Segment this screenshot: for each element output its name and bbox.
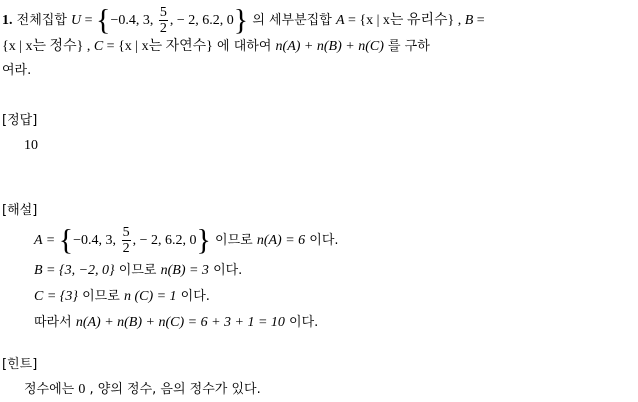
math-expr: = {x | x는 유리수} ,: [344, 13, 465, 28]
solution-line-a: [34, 225, 339, 255]
hint-text: [24, 381, 261, 399]
answer-value: 10: [24, 138, 38, 153]
math-var: A: [335, 13, 345, 28]
solution-text: 이므로: [114, 263, 161, 278]
math-expr: C = {3}: [34, 289, 78, 304]
math-var: C: [93, 39, 104, 54]
solution-text: 이다.: [305, 233, 339, 248]
math-expr: A =: [34, 233, 59, 248]
left-brace: {: [96, 3, 111, 37]
set-items: , − 2, 6.2, 0: [169, 13, 234, 28]
fraction: [159, 5, 168, 36]
math-expr: n (C) = 1: [123, 289, 177, 304]
problem-line-2: [2, 38, 430, 56]
problem-text: 의 세부분집합: [252, 13, 332, 28]
problem-number: 1.: [2, 13, 13, 28]
problem-line-3: 여라.: [2, 63, 32, 78]
fraction: [122, 225, 131, 256]
solution-line-c: [34, 288, 210, 306]
right-brace: }: [233, 3, 249, 37]
set-items: , − 2, 6.2, 0: [132, 233, 197, 248]
math-var: B: [464, 13, 474, 28]
solution-text: 따라서: [34, 315, 76, 330]
solution-heading: [해설]: [2, 203, 38, 218]
frac-num: 5: [159, 5, 167, 20]
solution-text: 이다.: [208, 263, 243, 278]
math-expr: n(A) + n(B) + n(C): [275, 39, 384, 54]
math-expr: n(B) = 3: [160, 263, 209, 278]
frac-num: 5: [122, 225, 130, 240]
frac-den: 2: [122, 241, 130, 256]
math-expr: = {x | x는 자연수}: [103, 39, 213, 54]
math-op: =: [473, 13, 485, 28]
math-op: =: [81, 13, 97, 28]
problem-line-1: [2, 5, 485, 35]
solution-line-b: [34, 262, 242, 280]
math-expr: n(A) = 6: [256, 233, 306, 248]
set-items: −0.4, 3,: [110, 13, 157, 28]
math-expr: B = {3, −2, 0}: [34, 263, 115, 278]
solution-text: 이므로: [77, 289, 124, 304]
frac-den: 2: [159, 21, 167, 36]
solution-text: 이다.: [284, 315, 319, 330]
math-expr: {x | x는 정수} ,: [2, 39, 94, 54]
left-brace: {: [58, 223, 74, 257]
problem-text: 에 대하여: [212, 39, 276, 54]
problem-text: 전체집합: [16, 13, 67, 28]
math-var: U: [71, 13, 82, 28]
answer-heading: [정답]: [2, 113, 38, 128]
hint-heading: [힌트]: [2, 357, 38, 372]
problem-text: 를 구하: [383, 39, 430, 54]
math-expr: n(A) + n(B) + n(C) = 6 + 3 + 1 = 10: [75, 315, 285, 330]
solution-text: 이다.: [176, 289, 210, 304]
hint-text-part: , 양의 정수, 음의 정수가 있다.: [85, 382, 261, 397]
math-number: 0: [78, 382, 86, 397]
hint-text-part: 정수에는: [24, 382, 79, 397]
set-items: −0.4, 3,: [73, 233, 120, 248]
right-brace: }: [196, 223, 211, 257]
solution-text: 이므로: [210, 233, 257, 248]
solution-line-d: [34, 314, 318, 332]
